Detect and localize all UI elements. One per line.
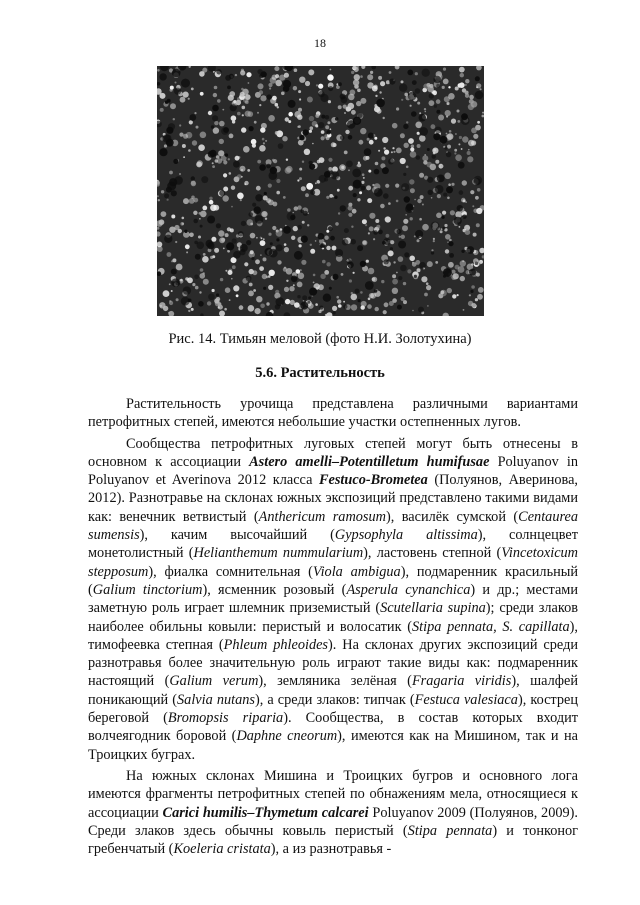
- text-run: ) и тонконог гребенчатый (: [88, 822, 579, 858]
- figure-caption: Рис. 14. Тимьян меловой (фото Н.И. Золотухина): [168, 331, 472, 347]
- text-run: ), ластовень степной (: [363, 545, 502, 562]
- text-run: ), а из разнотравья -: [270, 841, 392, 858]
- text-run: ). На склонах других экспозиций среди разнотравья более значительную роль играют такие виды как: подмаренник настоящий (: [88, 636, 579, 690]
- species-name: Helianthemum nummularium: [193, 545, 364, 562]
- species-name: Fragaria viridis: [411, 673, 512, 690]
- text-run: ), а среди злаков: типчак (: [254, 691, 415, 708]
- paragraph: [88, 395, 578, 432]
- text-run: ), солнцецвет монетолистный (: [88, 527, 578, 562]
- paragraph: [88, 435, 578, 764]
- text-run: ), качим высочайший (: [139, 527, 335, 544]
- species-name: Gypsophyla altissima: [334, 527, 478, 544]
- species-name: Festuca valesiaca: [414, 691, 518, 708]
- species-name: Koeleria cristata: [173, 841, 271, 858]
- text-run: Poluyanov 2009 (Полуянов, 2009). Среди злаков здесь обычны ковыль перистый (: [88, 804, 578, 839]
- text-run: ), василёк сумской (: [385, 508, 519, 525]
- species-name: Phleum phleoides: [223, 636, 328, 653]
- species-name: Stipa pennata: [407, 822, 493, 839]
- section-title: 5.6. Растительность: [255, 365, 385, 381]
- species-name: Viola ambigua: [312, 563, 401, 580]
- species-name: Festuco-Brometea: [318, 472, 428, 489]
- text-run: (Полуянов, Аверинова, 2012). Разнотравье на склонах южных экспозиций представлено такими видами как: венечник ветвистый (: [88, 472, 578, 525]
- species-name: Astero amelli–Potentilletum humifusae: [249, 453, 490, 470]
- text-run: ); среди злаков наиболее обильны ковыли: перистый и волосатик (: [88, 600, 578, 635]
- text-run: ), земляника зелёная (: [258, 673, 412, 690]
- text-run: ), шалфей поникающий (: [88, 673, 578, 708]
- text-run: Растительность урочища представлена различными вариантами петрофитных степей, имеются небольшие участки остепненных лугов.: [88, 396, 578, 431]
- species-name: Asperula cynanchica: [346, 581, 471, 598]
- body-text: [88, 395, 578, 858]
- text-run: ), ясменник розовый (: [202, 581, 347, 598]
- text-run: ), имеются как на Мишином, так и на Троицких буграх.: [88, 728, 578, 763]
- species-name: Bromopsis riparia: [167, 710, 284, 727]
- species-name: Stipa pennata, S. capillata: [411, 618, 570, 635]
- species-name: Daphne cneorum: [236, 728, 338, 745]
- text-run: ), подмаренник красильный (: [88, 563, 578, 598]
- text-run: ), тимофеевка степная (: [88, 618, 578, 653]
- paragraph: [88, 767, 578, 858]
- species-name: Anthericum ramosum: [258, 508, 386, 525]
- species-name: Centaurea sumensis: [88, 508, 578, 544]
- species-name: Salvia nutans: [177, 691, 255, 708]
- page-number: 18: [314, 36, 326, 50]
- photo-texture: [157, 66, 484, 316]
- text-run: Poluyanov in Poluyanov et Averinova 2012 класса: [88, 453, 579, 489]
- text-run: ). Сообщества, в состав которых входит волчеягодник боровой (: [88, 710, 578, 745]
- text-run: ) и др.; местами заметную роль играет шлемник приземистый (: [88, 581, 578, 617]
- text-run: ), фиалка сомнительная (: [148, 563, 313, 580]
- species-name: Carici humilis–Thymetum calcarei: [162, 804, 369, 821]
- text-run: На южных склонах Мишина и Троицких бугров и основного лога имеются фрагменты петрофитных степей по обнажениям мела, относящиеся к ассоциации: [88, 767, 578, 821]
- species-name: Scutellaria supina: [380, 600, 486, 617]
- photo-thyme: [157, 66, 484, 316]
- species-name: Galium tinctorium: [92, 581, 203, 598]
- text-run: ), кострец береговой (: [88, 691, 578, 727]
- species-name: Vincetoxicum stepposum: [88, 545, 579, 580]
- text-run: Сообщества петрофитных луговых степей могут быть отнесены в основном к ассоциации: [88, 435, 578, 470]
- species-name: Galium verum: [169, 673, 259, 690]
